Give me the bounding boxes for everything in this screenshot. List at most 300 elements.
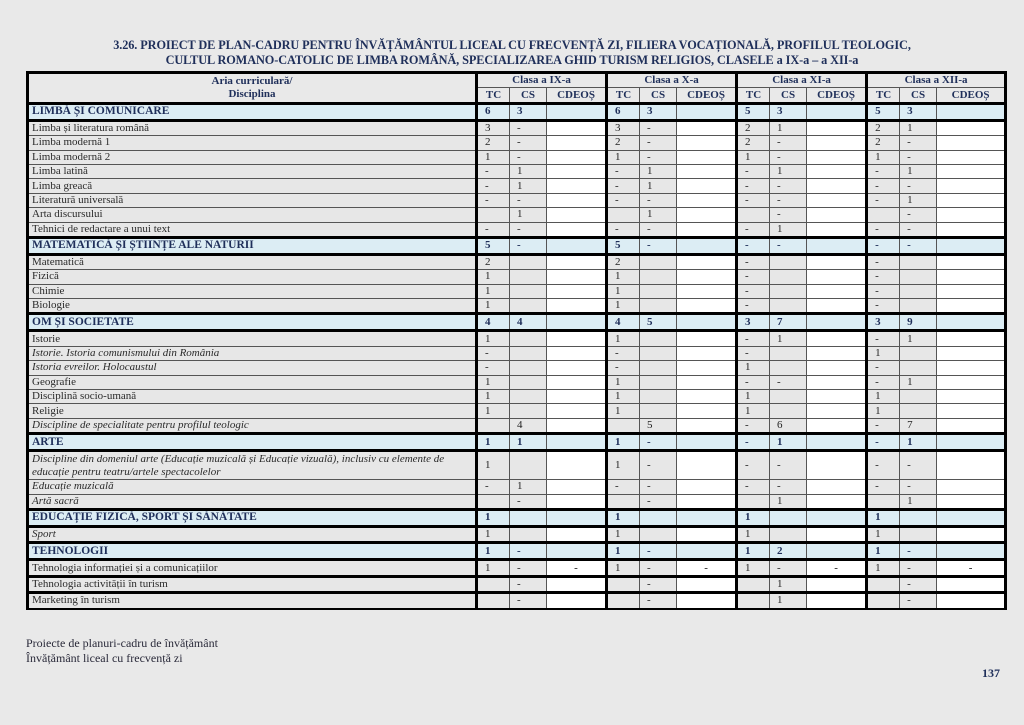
cell-cdeos-class-12 (937, 526, 1006, 542)
cell-tc-class-10: 1 (607, 390, 640, 404)
cell-cs-class-10: - (640, 494, 677, 509)
cell-tc-class-9: 1 (477, 270, 510, 284)
cell-cs-class-12: - (900, 451, 937, 480)
cell-cs-class-9 (510, 254, 547, 269)
discipline-name: Istorie (28, 331, 477, 346)
class-11-header: Clasa a XI-a (737, 73, 867, 88)
curriculum-table (26, 71, 1007, 610)
cell-cs-class-9: - (510, 494, 547, 509)
cell-cs-class-10 (640, 526, 677, 542)
cell-cs-class-12: - (900, 543, 937, 560)
cell-tc-class-11: 2 (737, 120, 770, 135)
subcol-tc-header: TC (737, 88, 770, 103)
cell-cdeos-class-9 (547, 164, 607, 178)
cell-cs-class-12: 9 (900, 314, 937, 331)
cell-cdeos-class-9 (547, 179, 607, 193)
cell-cdeos-class-12 (937, 208, 1006, 222)
cell-tc-class-9: 2 (477, 136, 510, 150)
cell-cdeos-class-12 (937, 346, 1006, 360)
cell-tc-class-12: - (867, 375, 900, 389)
cell-cs-class-12 (900, 270, 937, 284)
cell-cdeos-class-11 (807, 179, 867, 193)
cell-tc-class-11: 1 (737, 560, 770, 576)
cell-cs-class-12: - (900, 480, 937, 494)
cell-tc-class-12: - (867, 451, 900, 480)
cell-cdeos-class-11 (807, 284, 867, 298)
cell-tc-class-10: 1 (607, 451, 640, 480)
cell-tc-class-12 (867, 593, 900, 609)
cell-cs-class-12 (900, 346, 937, 360)
cell-cs-class-9 (510, 375, 547, 389)
cell-cs-class-9: - (510, 543, 547, 560)
class-12-header: Clasa a XII-a (867, 73, 1006, 88)
cell-tc-class-12: - (867, 254, 900, 269)
cell-cs-class-9 (510, 390, 547, 404)
cell-tc-class-10: 2 (607, 136, 640, 150)
cell-tc-class-10: 1 (607, 509, 640, 526)
title-line-1: 3.26. PROIECT DE PLAN-CADRU PENTRU ÎNVĂȚĂMÂNTUL LICEAL CU FRECVENȚĂ ZI, FILIERA VOCAȚIONALĂ, PROFILUL TEOLOGIC, (113, 38, 911, 52)
cell-cdeos-class-12 (937, 434, 1006, 451)
cell-cdeos-class-11 (807, 193, 867, 207)
cell-cdeos-class-10 (677, 593, 737, 609)
cell-tc-class-11: - (737, 375, 770, 389)
subcol-cs-header: CS (640, 88, 677, 103)
cell-tc-class-9: 2 (477, 254, 510, 269)
cell-cs-class-9: - (510, 222, 547, 237)
cell-cdeos-class-9 (547, 136, 607, 150)
cell-cdeos-class-9 (547, 270, 607, 284)
table-row (28, 270, 1006, 284)
cell-cdeos-class-12 (937, 299, 1006, 314)
cell-cs-class-9: 4 (510, 418, 547, 433)
cell-tc-class-10: 1 (607, 284, 640, 298)
category-row (28, 237, 1006, 254)
cell-cs-class-12: - (900, 560, 937, 576)
cell-cdeos-class-10 (677, 314, 737, 331)
cell-tc-class-11: - (737, 434, 770, 451)
cell-cs-class-10: - (640, 120, 677, 135)
cell-tc-class-12: 2 (867, 136, 900, 150)
cell-cs-class-10: - (640, 434, 677, 451)
cell-cdeos-class-10 (677, 331, 737, 346)
cell-cdeos-class-12 (937, 120, 1006, 135)
discipline-name: LIMBĂ ȘI COMUNICARE (28, 103, 477, 120)
cell-cdeos-class-9 (547, 509, 607, 526)
cell-tc-class-10: 1 (607, 543, 640, 560)
table-row (28, 299, 1006, 314)
table-row (28, 164, 1006, 178)
discipline-name: Tehnologia informației și a comunicațiilor (28, 560, 477, 576)
cell-cdeos-class-12 (937, 404, 1006, 418)
cell-tc-class-11: - (737, 193, 770, 207)
cell-cs-class-11 (770, 404, 807, 418)
category-row (28, 543, 1006, 560)
cell-tc-class-12: - (867, 270, 900, 284)
cell-cdeos-class-9 (547, 331, 607, 346)
cell-cs-class-12: 1 (900, 434, 937, 451)
discipline-name: Artă sacră (28, 494, 477, 509)
cell-cdeos-class-10 (677, 208, 737, 222)
cell-tc-class-12: 1 (867, 346, 900, 360)
cell-cdeos-class-11 (807, 164, 867, 178)
table-row (28, 451, 1006, 480)
cell-cdeos-class-12 (937, 494, 1006, 509)
cell-tc-class-12: - (867, 222, 900, 237)
cell-cs-class-11 (770, 270, 807, 284)
cell-tc-class-9: 1 (477, 150, 510, 164)
cell-tc-class-11: 5 (737, 103, 770, 120)
cell-cs-class-10: - (640, 593, 677, 609)
cell-cdeos-class-9 (547, 390, 607, 404)
cell-tc-class-11: - (737, 237, 770, 254)
table-row (28, 593, 1006, 609)
cell-cdeos-class-10 (677, 237, 737, 254)
cell-cdeos-class-12 (937, 480, 1006, 494)
cell-cs-class-10 (640, 270, 677, 284)
cell-cdeos-class-10 (677, 222, 737, 237)
cell-tc-class-12: 1 (867, 560, 900, 576)
cell-cs-class-9: - (510, 560, 547, 576)
cell-tc-class-10: 1 (607, 404, 640, 418)
cell-tc-class-9 (477, 494, 510, 509)
cell-tc-class-12: - (867, 299, 900, 314)
cell-tc-class-11: - (737, 222, 770, 237)
cell-tc-class-11: - (737, 254, 770, 269)
cell-cs-class-11: - (770, 208, 807, 222)
cell-cs-class-12: 1 (900, 375, 937, 389)
cell-tc-class-9 (477, 208, 510, 222)
cell-cs-class-12 (900, 299, 937, 314)
cell-cdeos-class-10 (677, 284, 737, 298)
subcol-tc-header: TC (607, 88, 640, 103)
cell-cdeos-class-10 (677, 451, 737, 480)
cell-cdeos-class-12 (937, 254, 1006, 269)
table-row (28, 284, 1006, 298)
cell-cdeos-class-11 (807, 494, 867, 509)
cell-tc-class-10: - (607, 222, 640, 237)
cell-cdeos-class-12 (937, 193, 1006, 207)
cell-cdeos-class-10 (677, 480, 737, 494)
cell-cs-class-12: 7 (900, 418, 937, 433)
cell-cs-class-9 (510, 509, 547, 526)
cell-tc-class-9 (477, 576, 510, 592)
cell-cdeos-class-11 (807, 331, 867, 346)
cell-cdeos-class-10 (677, 494, 737, 509)
cell-cs-class-11 (770, 346, 807, 360)
cell-tc-class-9: 1 (477, 390, 510, 404)
cell-tc-class-11 (737, 208, 770, 222)
cell-cs-class-10 (640, 254, 677, 269)
cell-cdeos-class-9 (547, 150, 607, 164)
table-row (28, 193, 1006, 207)
discipline-name: OM ȘI SOCIETATE (28, 314, 477, 331)
cell-cdeos-class-11 (807, 404, 867, 418)
table-row (28, 375, 1006, 389)
cell-cdeos-class-9 (547, 103, 607, 120)
cell-cdeos-class-10 (677, 434, 737, 451)
cell-cs-class-10 (640, 375, 677, 389)
cell-cs-class-11: - (770, 480, 807, 494)
table-row (28, 480, 1006, 494)
cell-tc-class-9: 1 (477, 543, 510, 560)
cell-cs-class-10: - (640, 237, 677, 254)
cell-cs-class-9 (510, 526, 547, 542)
cell-tc-class-10: - (607, 480, 640, 494)
cell-tc-class-11: 1 (737, 509, 770, 526)
cell-tc-class-11: 1 (737, 390, 770, 404)
cell-cs-class-11: - (770, 193, 807, 207)
cell-cs-class-9 (510, 346, 547, 360)
cell-tc-class-10: 5 (607, 237, 640, 254)
cell-cs-class-10 (640, 404, 677, 418)
cell-cdeos-class-9 (547, 593, 607, 609)
cell-cdeos-class-10 (677, 103, 737, 120)
cell-tc-class-11 (737, 576, 770, 592)
cell-cdeos-class-12: - (937, 560, 1006, 576)
cell-tc-class-12: 1 (867, 509, 900, 526)
subcol-cdeos-header: CDEOȘ (677, 88, 737, 103)
cell-cdeos-class-11 (807, 593, 867, 609)
cell-tc-class-10: 1 (607, 270, 640, 284)
cell-cdeos-class-9 (547, 375, 607, 389)
cell-cs-class-10: - (640, 222, 677, 237)
cell-tc-class-12: - (867, 237, 900, 254)
cell-cdeos-class-11 (807, 120, 867, 135)
subcol-cdeos-header: CDEOȘ (807, 88, 867, 103)
cell-cdeos-class-11 (807, 346, 867, 360)
cell-cdeos-class-10 (677, 404, 737, 418)
cell-tc-class-11: - (737, 418, 770, 433)
cell-tc-class-12 (867, 494, 900, 509)
cell-tc-class-9: 1 (477, 299, 510, 314)
cell-tc-class-11: - (737, 451, 770, 480)
cell-tc-class-10 (607, 208, 640, 222)
discipline-name: EDUCAȚIE FIZICĂ, SPORT ȘI SĂNĂTATE (28, 509, 477, 526)
cell-cdeos-class-9 (547, 418, 607, 433)
cell-cs-class-9 (510, 331, 547, 346)
cell-cdeos-class-11 (807, 254, 867, 269)
cell-tc-class-12: 1 (867, 526, 900, 542)
table-row (28, 136, 1006, 150)
footer-line-1: Proiecte de planuri-cadru de învățământ (26, 636, 218, 650)
discipline-name: Limba latină (28, 164, 477, 178)
cell-cdeos-class-12 (937, 270, 1006, 284)
cell-tc-class-9: 1 (477, 434, 510, 451)
table-row (28, 222, 1006, 237)
table-row (28, 494, 1006, 509)
cell-cs-class-11 (770, 284, 807, 298)
cell-cdeos-class-9 (547, 543, 607, 560)
cell-cdeos-class-10 (677, 526, 737, 542)
cell-cdeos-class-12 (937, 418, 1006, 433)
cell-tc-class-10: 2 (607, 254, 640, 269)
cell-tc-class-10: - (607, 346, 640, 360)
cell-cs-class-12: 3 (900, 103, 937, 120)
cell-cdeos-class-9 (547, 346, 607, 360)
cell-cdeos-class-11: - (807, 560, 867, 576)
cell-tc-class-9: - (477, 164, 510, 178)
cell-cs-class-11: - (770, 150, 807, 164)
cell-cdeos-class-10 (677, 150, 737, 164)
table-row (28, 576, 1006, 592)
cell-cdeos-class-10: - (677, 560, 737, 576)
cell-tc-class-10: 1 (607, 526, 640, 542)
cell-cdeos-class-11 (807, 237, 867, 254)
table-row (28, 179, 1006, 193)
cell-tc-class-9: 3 (477, 120, 510, 135)
cell-cs-class-12: - (900, 208, 937, 222)
cell-tc-class-9: 1 (477, 404, 510, 418)
cell-cdeos-class-10 (677, 179, 737, 193)
cell-cs-class-10: 1 (640, 179, 677, 193)
cell-tc-class-11: 3 (737, 314, 770, 331)
cell-cs-class-10: 3 (640, 103, 677, 120)
cell-cdeos-class-9 (547, 254, 607, 269)
cell-cs-class-11: - (770, 451, 807, 480)
cell-tc-class-12: - (867, 361, 900, 375)
cell-cdeos-class-9 (547, 434, 607, 451)
cell-tc-class-11: 1 (737, 543, 770, 560)
cell-cs-class-12: 1 (900, 193, 937, 207)
cell-tc-class-11: - (737, 480, 770, 494)
cell-cs-class-11 (770, 390, 807, 404)
cell-tc-class-9: 1 (477, 331, 510, 346)
cell-cs-class-9: - (510, 593, 547, 609)
cell-cdeos-class-9 (547, 208, 607, 222)
cell-cdeos-class-12 (937, 451, 1006, 480)
cell-cs-class-11: - (770, 179, 807, 193)
cell-cs-class-12 (900, 509, 937, 526)
cell-cs-class-10: - (640, 480, 677, 494)
cell-tc-class-11: 1 (737, 404, 770, 418)
cell-cs-class-10: 1 (640, 208, 677, 222)
cell-cs-class-9: 4 (510, 314, 547, 331)
cell-cs-class-10 (640, 284, 677, 298)
cell-cs-class-10: 5 (640, 418, 677, 433)
cell-cs-class-10: - (640, 150, 677, 164)
cell-cs-class-10 (640, 509, 677, 526)
cell-cdeos-class-9 (547, 193, 607, 207)
cell-tc-class-11 (737, 593, 770, 609)
cell-tc-class-11: 1 (737, 150, 770, 164)
cell-cdeos-class-11 (807, 543, 867, 560)
table-row (28, 254, 1006, 269)
cell-cs-class-12: - (900, 576, 937, 592)
discipline-name: Literatură universală (28, 193, 477, 207)
cell-cs-class-11: - (770, 237, 807, 254)
cell-cs-class-11: 1 (770, 120, 807, 135)
cell-cs-class-12 (900, 284, 937, 298)
cell-cdeos-class-9 (547, 526, 607, 542)
cell-cs-class-9: - (510, 576, 547, 592)
cell-cs-class-10 (640, 346, 677, 360)
discipline-name: Limba modernă 1 (28, 136, 477, 150)
table-row (28, 560, 1006, 576)
cell-cs-class-9 (510, 451, 547, 480)
cell-tc-class-12: - (867, 434, 900, 451)
cell-cs-class-11 (770, 299, 807, 314)
cell-tc-class-12: - (867, 179, 900, 193)
cell-tc-class-12: - (867, 193, 900, 207)
cell-tc-class-9: 1 (477, 284, 510, 298)
cell-cs-class-9: - (510, 120, 547, 135)
cell-cdeos-class-11 (807, 451, 867, 480)
cell-cdeos-class-10 (677, 164, 737, 178)
cell-tc-class-11: 1 (737, 526, 770, 542)
cell-cs-class-11 (770, 254, 807, 269)
cell-tc-class-12: 2 (867, 120, 900, 135)
cell-tc-class-11: - (737, 164, 770, 178)
cell-cdeos-class-11 (807, 526, 867, 542)
cell-cs-class-11: 3 (770, 103, 807, 120)
cell-tc-class-10: 6 (607, 103, 640, 120)
discipline-name: Matematică (28, 254, 477, 269)
footer-line-2: Învățământ liceal cu frecvență zi (26, 651, 183, 665)
cell-cs-class-10: 5 (640, 314, 677, 331)
cell-tc-class-9: - (477, 222, 510, 237)
cell-tc-class-11: - (737, 346, 770, 360)
table-row (28, 150, 1006, 164)
cell-cs-class-11: 6 (770, 418, 807, 433)
subcol-cs-header: CS (900, 88, 937, 103)
cell-cdeos-class-12 (937, 284, 1006, 298)
cell-tc-class-12 (867, 576, 900, 592)
cell-cdeos-class-10 (677, 299, 737, 314)
cell-cdeos-class-9 (547, 494, 607, 509)
cell-cdeos-class-10 (677, 375, 737, 389)
discipline-name: Marketing în turism (28, 593, 477, 609)
cell-tc-class-9: - (477, 346, 510, 360)
discipline-name: Discipline din domeniul arte (Educație muzicală și Educație vizuală), inclusiv cu elemente de educație pentru teatru/artele spectacolelor (28, 451, 477, 480)
cell-cs-class-10 (640, 299, 677, 314)
cell-cs-class-10 (640, 390, 677, 404)
cell-cs-class-9 (510, 270, 547, 284)
discipline-name: Disciplină socio-umană (28, 390, 477, 404)
cell-cs-class-12: - (900, 136, 937, 150)
table-row (28, 120, 1006, 135)
cell-cdeos-class-11 (807, 509, 867, 526)
cell-tc-class-11: - (737, 179, 770, 193)
discipline-name: Sport (28, 526, 477, 542)
cell-tc-class-9 (477, 593, 510, 609)
cell-cs-class-9: 3 (510, 103, 547, 120)
cell-cs-class-11 (770, 509, 807, 526)
cell-cs-class-10: - (640, 136, 677, 150)
cell-cdeos-class-9 (547, 451, 607, 480)
class-9-header: Clasa a IX-a (477, 73, 607, 88)
cell-cs-class-10: - (640, 543, 677, 560)
cell-cs-class-12: 1 (900, 494, 937, 509)
cell-cs-class-9: 1 (510, 164, 547, 178)
table-row (28, 346, 1006, 360)
cell-tc-class-9: 4 (477, 314, 510, 331)
cell-tc-class-9: 5 (477, 237, 510, 254)
cell-cdeos-class-10 (677, 390, 737, 404)
cell-cs-class-12 (900, 254, 937, 269)
cell-tc-class-10: 4 (607, 314, 640, 331)
discipline-name: Fizică (28, 270, 477, 284)
discipline-name: Religie (28, 404, 477, 418)
discipline-name: Istorie. Istoria comunismului din România (28, 346, 477, 360)
discipline-name: Educație muzicală (28, 480, 477, 494)
discipline-name: Limba modernă 2 (28, 150, 477, 164)
cell-cdeos-class-11 (807, 480, 867, 494)
cell-cs-class-11 (770, 361, 807, 375)
cell-tc-class-11: - (737, 284, 770, 298)
cell-cs-class-10: - (640, 576, 677, 592)
cell-cs-class-11: - (770, 136, 807, 150)
cell-cdeos-class-11 (807, 390, 867, 404)
